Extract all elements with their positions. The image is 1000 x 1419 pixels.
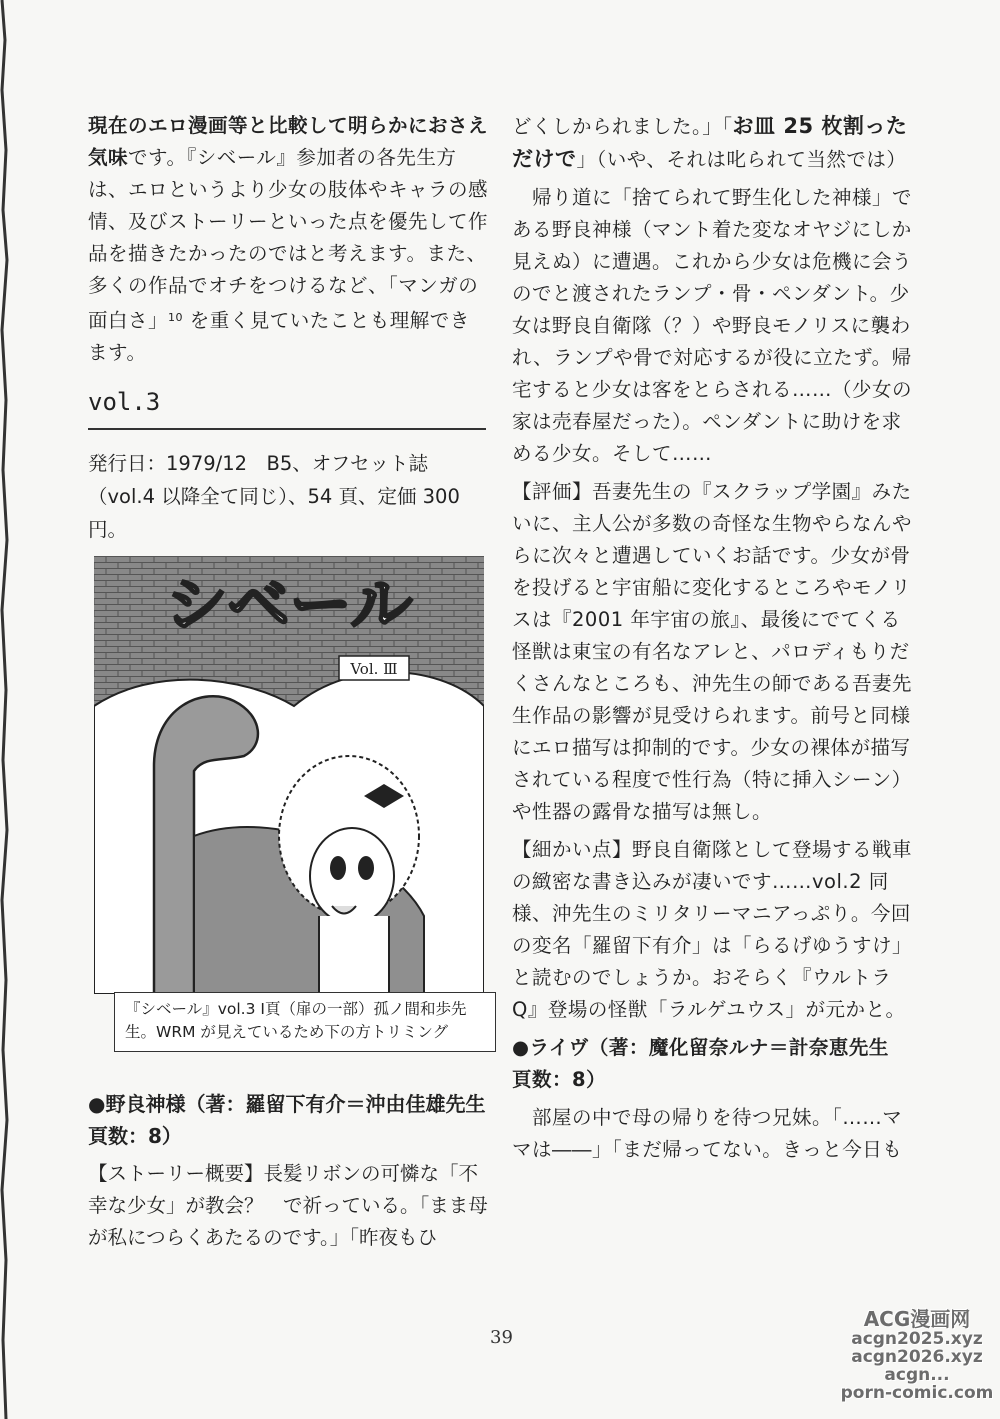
footnote-ref: 10 bbox=[168, 311, 184, 324]
watermark-line: acgn2025.xyz bbox=[851, 1329, 983, 1349]
cover-title: シベール bbox=[165, 568, 413, 641]
cover-volume: Vol. Ⅲ bbox=[350, 660, 398, 678]
intro-text: です。『シベール』参加者の各先生方は、エロというより少女の肢体やキャラの感情、及びストーリーといった点を優先して作品を描きたかったのではと考えます。また、多くの作品でオチをつけるなど、「マンガの面白さ」 bbox=[88, 146, 489, 332]
right-column bbox=[512, 110, 920, 1166]
right-paragraph-4: 【細かい点】野良自衛隊として登場する戦車の緻密な書き込みが凄いです……vol.2 同様、沖先生のミリタリーマニアっぷり。今回の変名「羅留下有介」は「らるげゆうすけ」と読むのでしょうか。おそらく『ウルトラ Q』登場の怪獣「ラルゲユウス」が元かと。 bbox=[512, 838, 913, 1021]
section-heading bbox=[88, 388, 486, 430]
right-p1-b: 」（いや、それは叱られて当然では） bbox=[576, 148, 907, 171]
intro-end: を重く見ていたことも理解できます。 bbox=[88, 309, 470, 364]
right-paragraph-5: 部屋の中で母の帰りを待つ兄妹。「……ママは――」「まだ帰ってない。きっと今日も bbox=[512, 1106, 903, 1161]
story-summary: 【ストーリー概要】長髪リボンの可憐な「不幸な少女」が教会？ で祈っている。「まま母が私につらくあたるのです。」「昨夜もひ bbox=[88, 1162, 488, 1249]
watermark bbox=[838, 1308, 996, 1402]
work-heading: ●野良神様（著：羅留下有介＝沖由佳雄先生 頁数：8） bbox=[88, 1092, 506, 1148]
right-paragraph-3: 【評価】吾妻先生の『スクラップ学園』みたいに、主人公が多数の奇怪な生物やらなんやらに次々と遭遇していくお話です。少女が骨を投げると宇宙船に変化するところやモノリスは『2001 年宇宙の旅』、最後にでてくる怪獣は東宝の有名なアレと、パロディもりだくさんなところも、沖先生の師である吾妻先生作品の影響が見受けられます。前号と同様にエロ描写は抑制的です。少女の裸体が描写されている程度で性行為（特に挿入シーン）や性器の露骨な描写は無し。 bbox=[512, 480, 913, 823]
intro-bold: 現在のエロ漫画等と比較して明らかにおさえ気味 bbox=[88, 114, 489, 169]
watermark-line: ACG漫画网 bbox=[863, 1307, 971, 1331]
section-title: vol.3 bbox=[88, 388, 161, 416]
watermark-line: porn-comic.com bbox=[840, 1383, 994, 1403]
figure-caption: 『シベール』vol.3 Ⅰ頁（扉の一部）孤ノ間和歩先生。WRM が見えているため下の方トリミング bbox=[114, 992, 496, 1052]
page-number: 39 bbox=[490, 1327, 513, 1348]
cover-illustration bbox=[94, 556, 484, 994]
work2-heading: ●ライヴ（著：魔化留奈ルナ＝計奈恵先生 頁数：8） bbox=[512, 1036, 909, 1091]
watermark-line: acgn... bbox=[884, 1365, 950, 1385]
binding-edge bbox=[0, 0, 14, 1419]
left-column bbox=[88, 110, 488, 369]
right-paragraph-2: 帰り道に「捨てられて野生化した神様」である野良神様（マント着た変なオヤジにしか見えぬ）に遭遇。これから少女は危機に会うのでと渡されたランプ・骨・ペンダント。少女は野良自衛隊（？）や野良モノリスに襲われ、ランプや骨で対応するが役に立たず。帰宅すると少女は客をとらされる……（少女の家は売春屋だった）。ペンダントに助けを求める少女。そして…… bbox=[512, 186, 913, 465]
right-p1-a: どくしかられました。」「 bbox=[512, 115, 733, 138]
publication-info: 発行日：1979/12 B5、オフセット誌（vol.4 以降全て同じ）、54 頁、定価 300 円。 bbox=[88, 452, 460, 541]
watermark-line: acgn2026.xyz bbox=[851, 1347, 983, 1367]
right-p1-bold: お皿 25 枚割っただけで bbox=[512, 114, 908, 171]
